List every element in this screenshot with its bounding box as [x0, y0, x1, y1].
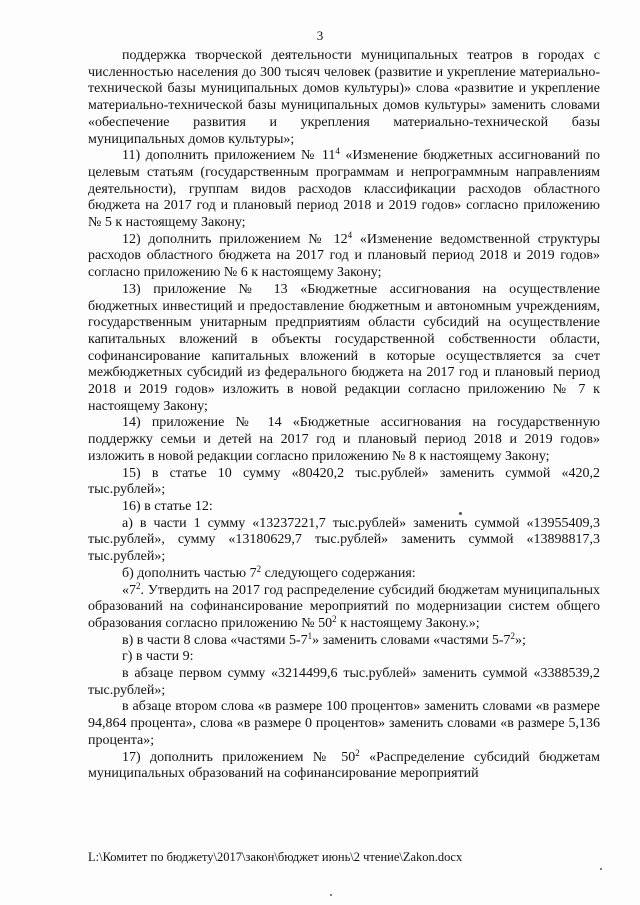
- paragraph-text: » заменить словами «частями 5-7: [312, 632, 511, 648]
- paragraph-text: к настоящему Закону.»;: [336, 615, 480, 631]
- paragraph-text: «Распределение субсидий бюджетам муниципальных образований на софинансирование мероприятий: [88, 749, 600, 782]
- paragraph-text: в) в части 8 слова «частями 5-7: [122, 632, 308, 648]
- superscript-index: 2: [136, 580, 141, 591]
- paragraph: [88, 415, 600, 465]
- paragraph: [88, 563, 600, 583]
- paragraph: [88, 699, 600, 749]
- paragraph-text: «7: [122, 582, 136, 598]
- superscript-index: 2: [355, 747, 360, 758]
- paragraph: [88, 516, 600, 566]
- paragraph: [88, 580, 600, 633]
- superscript-index: 1: [307, 630, 313, 641]
- paragraph-text: следующего содержания:: [261, 565, 416, 581]
- paragraph-text: . Утвердить на 2017 год распределение субсидий бюджетам муниципальных образований на софинансирование мероприятий по модернизации систем общего образования согласно приложению № 50: [88, 582, 600, 631]
- superscript-index: 2: [510, 630, 516, 641]
- paragraph-text: «Изменение бюджетных ассигнований по целевым статьям (государственным программам и непрограммным направлениям деятельности), группам видов расходов классификации расходов областного бюджета на 2017 год и плановый период 2018 и 2019 годов» согласно приложению № 5 к настоящему Закону;: [88, 148, 600, 231]
- scan-speck: [330, 894, 332, 896]
- paragraph-text: поддержка творческой деятельности муниципальных театров в городах с численностью населения до 300 тысяч человек (развитие и укрепление материально-технической базы муниципальных домов культуры)» слова «развитие и укрепление материально-технической базы муниципальных домов культуры» заменить словами «обеспечение развития и укрепления материально-технической базы муниципальных домов культуры»;: [88, 48, 600, 147]
- paragraph: [88, 48, 600, 148]
- paragraph-text: б) дополнить частью 7: [122, 565, 257, 581]
- page-number: 3: [316, 28, 324, 43]
- paragraph-text: г) в части 9:: [122, 649, 194, 665]
- paragraph-text: 13) приложение № 13 «Бюджетные ассигнования на осуществление бюджетных инвестиций и предоставление бюджетным и автономным учреждениям, государственным унитарным предприятиям области субсидий на осуществление капитальных вложений в объекты государственной собственности области, софинансирование капитальных вложений в которые осуществляется за счет межбюджетных субсидий из федерального бюджета на 2017 год и плановый период 2018 и 2019 годов» изложить в новой редакции согласно приложению № 7 к настоящему Закону;: [88, 281, 600, 414]
- paragraph: [88, 649, 600, 666]
- paragraph-text: 15) в статье 10 сумму «80420,2 тыс.рублей» заменить суммой «420,2 тыс.рублей»;: [88, 465, 600, 498]
- paragraph-text: 17) дополнить приложением № 50: [122, 749, 356, 765]
- paragraph: [88, 499, 600, 516]
- paragraph: [88, 630, 600, 650]
- paragraph-text: 12) дополнить приложением № 12: [122, 231, 348, 247]
- paragraph-text: »;: [515, 632, 526, 648]
- document-body: [88, 48, 600, 783]
- paragraph: [88, 747, 600, 783]
- paragraph-text: в абзаце втором слова «в размере 100 процентов» заменить словами «в размере 94,864 процента», слова «в размере 0 процентов» заменить словами «в размере 5,136 процента»;: [88, 699, 600, 748]
- scan-speck: [459, 512, 462, 515]
- superscript-index: 2: [332, 613, 337, 624]
- paragraph-text: 16) в статье 12:: [122, 498, 213, 514]
- paragraph-text: 14) приложение № 14 «Бюджетные ассигнования на государственную поддержку семьи и детей на 2017 год и плановый период 2018 и 2019 годов» изложить в новой редакции согласно приложению № 8 к настоящему Закону;: [88, 415, 600, 464]
- paragraph-text: 11) дополнить приложением № 11: [122, 148, 336, 164]
- paragraph: [88, 229, 600, 282]
- paragraph-text: а) в части 1 сумму «13237221,7 тыс.рублей» заменить суммой «13955409,3 тыс.рублей», сумму «13180629,7 тыс.рублей» заменить суммой «13898817,3 тыс.рублей»;: [88, 515, 600, 565]
- superscript-index: 2: [256, 563, 262, 574]
- paragraph: [88, 466, 600, 499]
- paragraph: [88, 282, 600, 416]
- paragraph-text: в абзаце первом сумму «3214499,6 тыс.рублей» заменить суммой «3388539,2 тыс.рублей»;: [88, 666, 600, 698]
- superscript-index: 4: [335, 146, 340, 157]
- paragraph: [88, 148, 600, 232]
- file-path-footer: L:\Комитет по бюджету\2017\закон\бюджет июнь\2 чтение\Zakon.docx: [88, 850, 463, 864]
- paragraph-text: «Изменение ведомственной структуры расходов областного бюджета на 2017 год и плановый период 2018 и 2019 годов» согласно приложению № 6 к настоящему Закону;: [88, 231, 600, 281]
- paragraph: [88, 666, 600, 699]
- scan-speck: [600, 868, 602, 870]
- superscript-index: 4: [347, 229, 353, 240]
